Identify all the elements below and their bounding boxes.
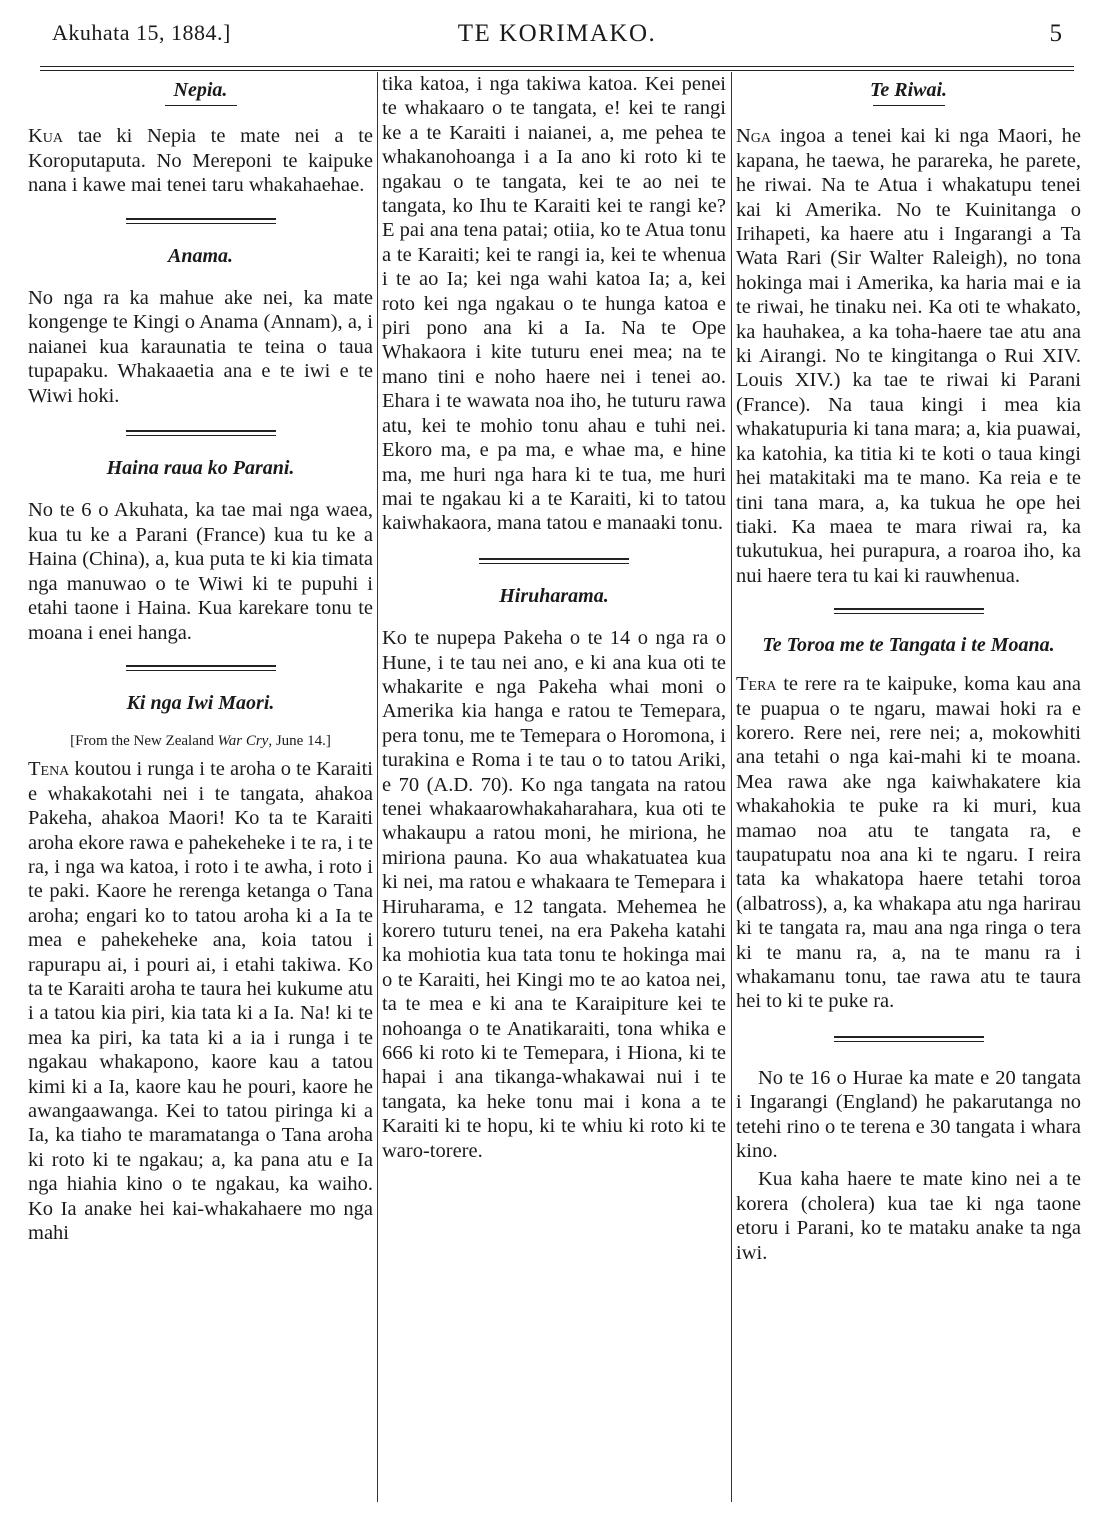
article-heading-anama: Anama. <box>167 244 234 267</box>
column-2 <box>382 72 726 1502</box>
article-heading-nepia: Nepia. <box>173 79 228 101</box>
source-note-publication: War Cry <box>217 733 269 750</box>
article-toroa <box>736 672 1081 1014</box>
article-body: ingoa a tenei kai ki nga Maori, he kapana, he taewa, he parareka, he parete, he riwai. Na te Atua i whakatupu tenei kai ki Amerika. No te Kuinitanga o Irihapeti, ka haere atu i Ingarangi a Ta Wata Rari (Sir Walter Raleigh), no tona hokinga mai i Amerika, ka haria mai e ia te riwai, he tinaku nei. Ka oti te whakato, ka hauhakea, a ka toha-haere tae atu ana ki Airangi. No te kingitanga o Rui XIV. Louis XIV.) ka tae te riwai ki Parani (France). Na taua kingi i mea kia whakatupuria ki tana mara; a, kia puawai, ka katohia, ka titia ki te koti o taua kingi hei matakitaki ma te mano. Ka reia e te tini tana mara, a, ka tukua he ope hei tiaki. Ka maea te mara riwai ra, ka tukutukua, hei purapura, a roaroa iho, ka nui haere tera tu kai ki rauwhenua. <box>736 125 1081 587</box>
source-note <box>28 731 373 751</box>
header-rule <box>40 70 1074 71</box>
header-rule <box>40 66 1074 67</box>
column-1 <box>28 72 373 1502</box>
newspaper-title: TE KORIMAKO. <box>457 20 657 47</box>
lead-word: Tera <box>736 673 777 696</box>
article-heading-haina: Haina raua ko Parani. <box>106 457 295 480</box>
article-nepia <box>28 124 373 197</box>
article-maori-continued: tika katoa, i nga takiwa katoa. Kei penei te whakaaro o te tangata, e! kei te rangi ke a te Karaiti i naianei, a, me pehea te whakanohoanga i a Ia ano ki roto ki te ngakau o te tangata, kei te ao nei te tangata, ko Ihu te Karaiti kei te rangi ke? E pai ana tena patai; otiia, ko te Atua tonu a te Karaiti; kei te rangi ia, kei te whenua i te ao Ia; kei nga wahi katoa Ia; a, kei roto kei nga ngakau o te hunga katoa e piri pono ana ki a Ia. Na te Ope Whakaora i kite tuturu enei mea; na te mano tini e noho haere nei i tenei ao. Ehara i te wawata noa iho, he tuturu rawa atu, kei te mohio tonu ahau e tuhi nei. Ekoro ma, e pa ma, e whae ma, e hine ma, me huri nga hara ki te tua, me huri mai te ngakau ki a te Karaiti, ki to tatou kaiwhakaora, mana tatou e manaaki tonu. <box>382 73 726 535</box>
column-3 <box>736 72 1081 1502</box>
article-heading-toroa: Te Toroa me te Tangata i te Moana. <box>762 634 1055 657</box>
article-heading-riwai: Te Riwai. <box>869 79 948 101</box>
article-heading-maori: Ki nga Iwi Maori. <box>126 691 275 714</box>
article-haina: No te 6 o Akuhata, ka tae mai nga waea, kua tu ke a Parani (France) kua tu ke a Haina (China), a, kua puta te ki kia timata nga manuwao o te Wiwi ki te pupuhi i etahi taone i Haina. Kua karekare tonu te moana i enei hanga. <box>28 499 373 644</box>
article-body: te rere ra te kaipuke, koma kau ana te puapua o te ngaru, mawai hoki ra e korero. Rere nei, rere nei; a, mokowhiti ana tetahi o nga kai-mahi ki te moana. Mea rawa ake nga kaiwhakatere kia whakahokia te puke ra ki muri, kua mamao noa atu te tangata ra, e taupatupatu noa ana ki te ngaru. I reira tata ka whakatopa haere tetahi toroa (albatross), a, ka whakapa atu nga harirau ki te tangata ra, mau ana nga ringa o tera ki te manu ra, a, na te manu ra i whakamanu tonu, tae rawa atu te taura hei to ki te puke ra. <box>736 673 1081 1013</box>
masthead <box>20 20 1094 60</box>
article-body: tae ki Nepia te mate nei a te Koroputaputa. No Mereponi te kaipuke nana i kawe mai tenei taru whakahaehae. <box>28 125 373 197</box>
news-item-england: No te 16 o Hurae ka mate e 20 tangata i Ingarangi (England) he pakarutanga no tetehi rino o te terena e 30 tangata i whara kino. <box>736 1066 1081 1163</box>
page-number: 5 <box>1049 20 1062 47</box>
lead-word: Kua <box>28 125 64 148</box>
lead-word: Tena <box>28 758 70 781</box>
column-divider <box>377 72 378 1502</box>
article-heading-hiruharama: Hiruharama. <box>499 584 609 607</box>
article-hiruharama: Ko te nupepa Pakeha o te 14 o nga ra o Hune, i te tau nei ano, e ki ana kua oti te whakarite e nga Pakeha whai moni o Amerika kia hanga e ratou te Temepara, pera tonu, me te Temepara o Horomona, i turakina e Roma i te tau o to tatou Ariki, e 70 (A.D. 70). Ko nga tangata na ratou tenei whakaarowhakaharahara, kua oti te whakaupu a ratou moni, he miriona, he miriona pauna. Ko aua whakatuatea kua ki nei, ma ratou e whakaara te Temepara i Hiruharama, e 12 tangata. Mehemea he korero tuturu tenei, na era Pakeha katahi ka mohiotia kua tata tonu te hokinga mai o te Karaiti, hei Kingi mo te ao katoa nei, ta te mea e ki ana te Karaipiture kei te nohoanga o te Anatikaraiti, tona whika e 666 ki roto ki te Temepara, i Hiona, ki te hapai i ana tikanga-whakawai nui i te tangata, ka heke tonu mai i kona a te Karaiti ki te hopu, ki te whiu ki roto ki te waro-torere. <box>382 627 726 1162</box>
article-anama: No nga ra ka mahue ake nei, ka mate kongenge te Kingi o Anama (Annam), a, i naianei kua karaunatia te teina o taua tupapaku. Whakaaetia ana e te iwi e te Wiwi hoki. <box>28 287 373 407</box>
article-riwai <box>736 124 1081 588</box>
news-item-cholera: Kua kaha haere te mate kino nei a te korera (cholera) kua tae ki nga taone etoru i Parani, ko te mataku anake ta nga iwi. <box>736 1168 1081 1264</box>
article-maori <box>28 757 373 1245</box>
source-note-date: , June 14.] <box>268 733 331 750</box>
lead-word: Nga <box>736 125 772 148</box>
column-divider <box>731 72 732 1502</box>
article-body: koutou i runga i te aroha o te Karaiti e whakakotahi nei i te tangata, ahakoa Pakeha, ahakoa Maori! Ko ta te Karaiti aroha ekore rawa e pahekeheke i te ra, i te ra, i nga wa katoa, i roto i te awha, i roto i te paki. Kaore he rerenga ketanga o Tana aroha; engari ko to tatou aroha ki a Ia te mea e pahekeheke ana, koia tatou i rapurapu ai, i pouri ai, i etahi takiwa. Ko ta te Karaiti aroha te taura hei kukume atu i a tatou kia piri, kia tata ki a Ia. Na! ki te mea ka piri, ka tata ki a ia i runga i te ngakau whakapono, kaore kau a tatou kimi ki a Ia, kaore kau he pouri, kaore he awangaawanga. Kei to tatou piringa ki a Ia, ka tiaho te maramatanga o Tana aroha ki roto ki te ngakau; a, ka pana atu e Ia nga hiahia kino o te ngakau, ka waiho. Ko Ia anake hei kai-whakahaere mo nga mahi <box>28 758 373 1245</box>
issue-date: Akuhata 15, 1884.] <box>52 20 231 45</box>
source-note-prefix: [From the New Zealand <box>70 733 218 750</box>
